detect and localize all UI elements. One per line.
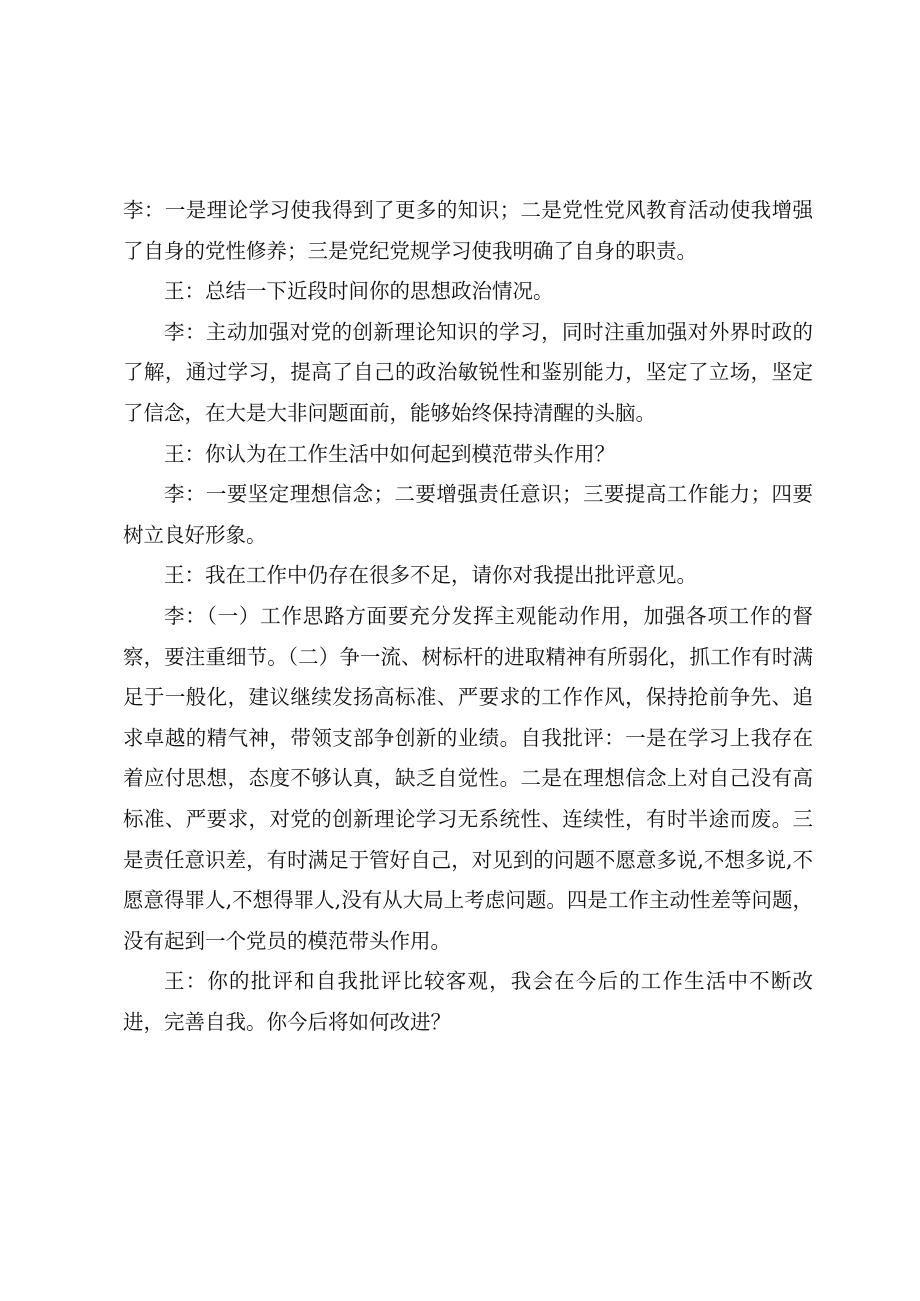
paragraph-wang-4: 王：你的批评和自我批评比较客观，我会在今后的工作生活中不断改进，完善自我。你今后将如何改进？	[123, 969, 813, 1034]
paragraph-li-2: 李：主动加强对党的创新理论知识的学习，同时注重加强对外界时政的了解，通过学习，提高了自己的政治敏锐性和鉴别能力，坚定了立场，坚定了信念，在大是大非问题面前，能够始终保持清醒的头脑。	[123, 319, 813, 425]
paragraph-wang-1: 王：总结一下近段时间你的思想政治情况。	[164, 279, 554, 304]
paragraph-li-1: 李：一是理论学习使我得到了更多的知识；二是党性党风教育活动使我增强了自身的党性修养；三是党纪党规学习使我明确了自身的职责。	[123, 198, 813, 263]
paragraph-wang-3: 王：我在工作中仍存在很多不足，请你对我提出批评意见。	[164, 563, 697, 588]
paragraph-li-3: 李：一要坚定理想信念；二要增强责任意识；三要提高工作能力；四要树立良好形象。	[123, 482, 813, 547]
paragraph-wang-2: 王：你认为在工作生活中如何起到模范带头作用？	[164, 441, 615, 466]
paragraph-li-4: 李：（一）工作思路方面要充分发挥主观能动作用，加强各项工作的督察，要注重细节。（二）争一流、树标杆的进取精神有所弱化，抓工作有时满足于一般化，建议继续发扬高标准、严要求的工作作风，保持抢前争先、追求卓越的精气神，带领支部争创新的业绩。自我批评：一是在学习上我存在着应付思想，态度不够认真，缺乏自觉性。二是在理想信念上对自己没有高标准、严要求，对党的创新理论学习无系统性、连续性，有时半途而废。三是责任意识差，有时满足于管好自己，对见到的问题不愿意多说,不想多说,不愿意得罪人,不想得罪人,没有从大局上考虑问题。四是工作主动性差等问题，没有起到一个党员的模范带头作用。	[123, 603, 813, 953]
document-body	[123, 190, 813, 1042]
